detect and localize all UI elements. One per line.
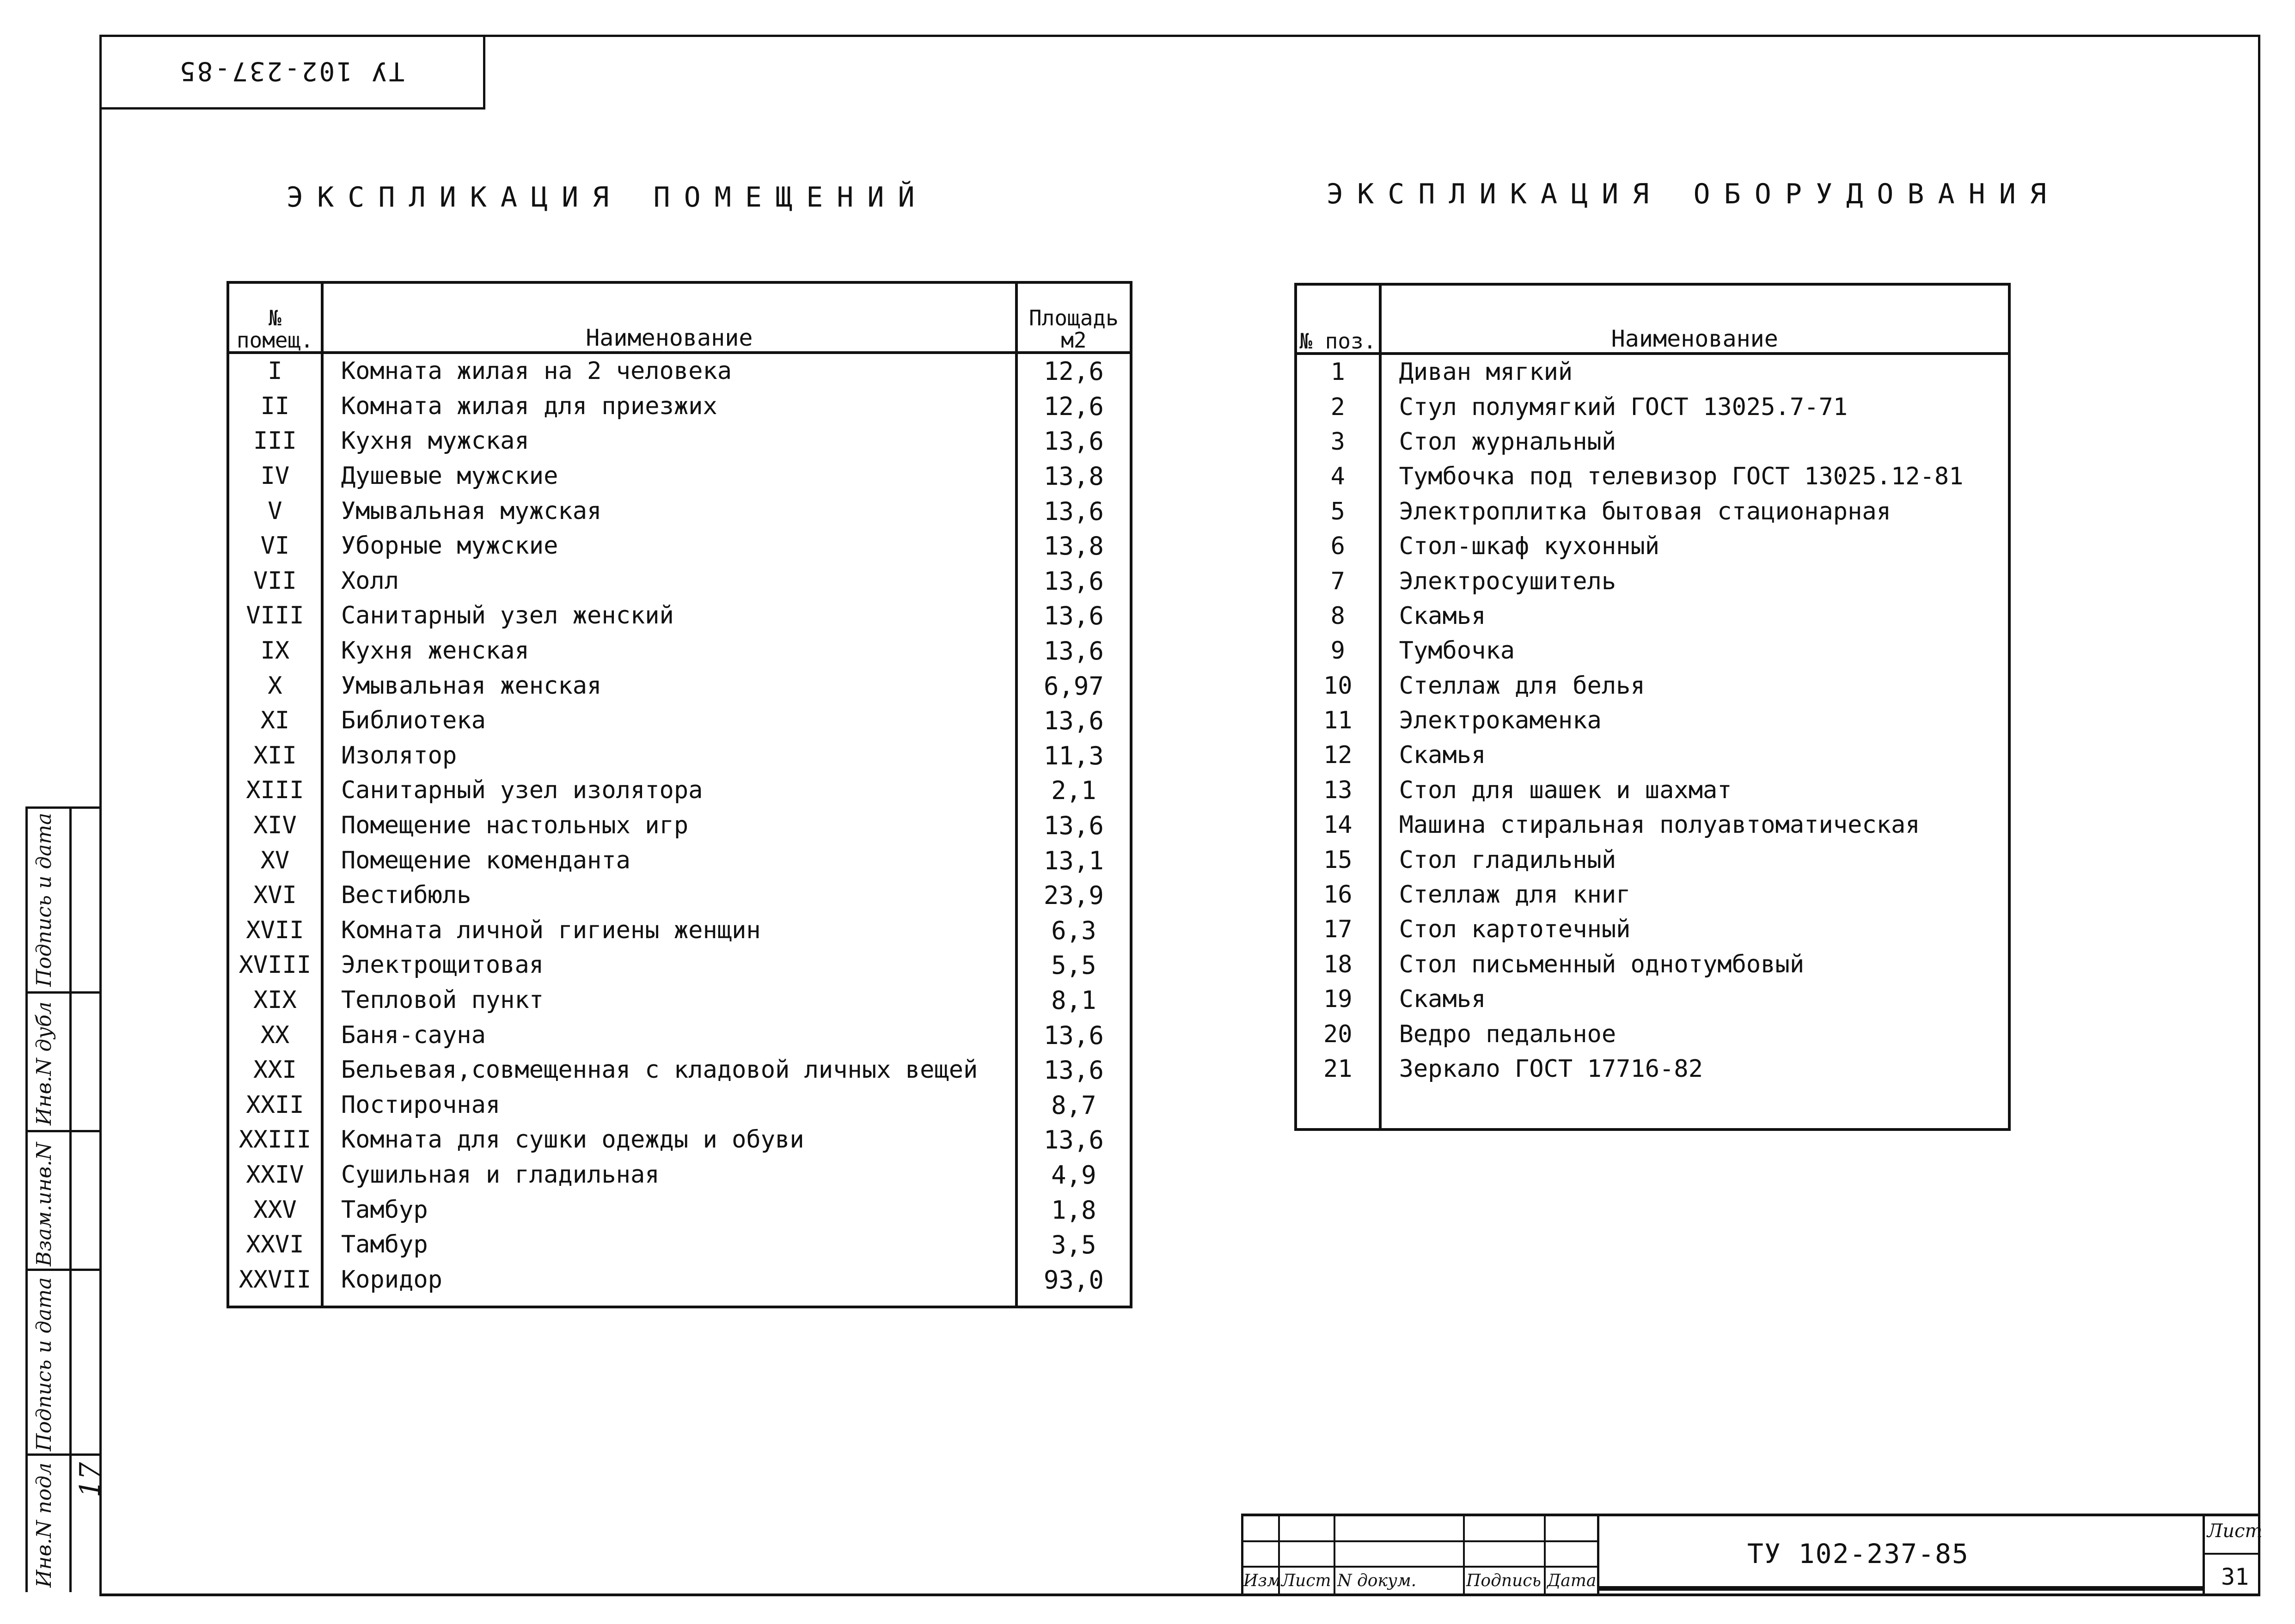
tb-col-line (1544, 1514, 1546, 1596)
equipment-row (1296, 1017, 2009, 1051)
sheet-label: Лист (2207, 1520, 2263, 1542)
equipment-cell-name: Стол письменный однотумбовый (1399, 950, 1805, 978)
rooms-cell-area: 13,6 (1016, 1123, 1131, 1158)
rooms-cell-area: 93,0 (1016, 1262, 1131, 1307)
rooms-cell-num: V (228, 494, 322, 529)
equipment-cell-num: 4 (1296, 459, 1380, 494)
equipment-cell-name: Электросушитель (1399, 567, 1616, 595)
rooms-header-area: Площадь м2 (1016, 282, 1131, 353)
rooms-row (228, 703, 1131, 739)
rooms-cell-area: 4,9 (1016, 1158, 1131, 1193)
strip-label: Инв.N подл (32, 1462, 56, 1587)
equipment-row (1296, 529, 2009, 564)
stamp-code: ТУ 102-237-85 (177, 56, 405, 86)
equipment-row (1296, 808, 2009, 843)
equipment-empty-row (1296, 1087, 2009, 1129)
strip-label: Инв.N дубл (32, 1001, 56, 1125)
equipment-empty-cell (1380, 1087, 2009, 1129)
strip-label: Взам.инв.N (32, 1142, 56, 1266)
rooms-cell-area: 13,6 (1016, 424, 1131, 459)
rooms-cell-area: 13,6 (1016, 808, 1131, 843)
rooms-cell-area: 2,1 (1016, 773, 1131, 808)
rooms-cell-name: Санитарный узел женский (341, 602, 674, 630)
equipment-cell-name: Стол-шкаф кухонный (1399, 532, 1660, 561)
rooms-cell-name: Умывальная женская (341, 672, 602, 700)
equipment-cell-name: Тумбочка под телевизор ГОСТ 13025.12-81 (1399, 463, 1964, 491)
rooms-cell-name: Комната для сушки одежды и обуви (341, 1126, 804, 1154)
rooms-row (228, 1262, 1131, 1307)
rooms-cell-num: XXV (228, 1192, 322, 1227)
top-stamp (99, 35, 485, 110)
rooms-cell-name: Комната жилая на 2 человека (341, 357, 732, 385)
rooms-table (226, 281, 1132, 1308)
rooms-cell-area: 13,6 (1016, 703, 1131, 739)
rooms-cell-name: Санитарный узел изолятора (341, 776, 703, 805)
equipment-cell-num: 20 (1296, 1017, 1380, 1051)
equipment-cell-name: Стол для шашек и шахмат (1399, 776, 1732, 804)
rooms-cell-num: XXIV (228, 1158, 322, 1193)
rooms-row (228, 1158, 1131, 1193)
rooms-cell-name: Коридор (341, 1265, 442, 1294)
rooms-cell-num: XIV (228, 808, 322, 843)
equipment-cell-num: 14 (1296, 808, 1380, 843)
rooms-row (228, 668, 1131, 703)
equipment-row (1296, 1052, 2009, 1087)
rooms-row (228, 1053, 1131, 1088)
equipment-cell-num: 19 (1296, 982, 1380, 1017)
equipment-row (1296, 843, 2009, 877)
equipment-cell-name: Диван мягкий (1399, 358, 1573, 386)
rooms-cell-area: 11,3 (1016, 739, 1131, 774)
equipment-cell-name: Скамья (1399, 985, 1486, 1013)
equipment-cell-name: Стул полумягкий ГОСТ 13025.7-71 (1399, 393, 1848, 421)
rooms-row (228, 459, 1131, 494)
rooms-cell-num: XVII (228, 913, 322, 948)
rooms-row (228, 424, 1131, 459)
rooms-cell-name: Тамбур (341, 1231, 428, 1259)
equipment-row (1296, 773, 2009, 808)
equipment-cell-name: Ведро педальное (1399, 1020, 1616, 1048)
strip-cell (28, 1456, 106, 1592)
tb-col-line (2203, 1514, 2205, 1596)
rooms-row (228, 1227, 1131, 1263)
tb-label-doc: N докум. (1337, 1571, 1417, 1590)
strip-divider (69, 806, 72, 1592)
rooms-row (228, 773, 1131, 808)
rooms-row (228, 1123, 1131, 1158)
rooms-cell-num: XXII (228, 1087, 322, 1123)
rooms-cell-num: IX (228, 634, 322, 669)
rooms-cell-num: X (228, 668, 322, 703)
rooms-cell-name: Библиотека (341, 707, 486, 735)
rooms-cell-num: II (228, 389, 322, 424)
strip-cell (28, 994, 102, 1132)
equipment-row (1296, 634, 2009, 668)
rooms-cell-num: VI (228, 529, 322, 564)
rooms-header-row (228, 282, 1131, 353)
tb-row-line (2203, 1553, 2260, 1555)
rooms-row (228, 1018, 1131, 1053)
equipment-cell-name: Стеллаж для книг (1399, 881, 1631, 909)
equipment-table (1294, 283, 2011, 1131)
rooms-cell-num: XVI (228, 878, 322, 913)
equipment-cell-num: 15 (1296, 843, 1380, 877)
rooms-cell-name: Комната жилая для приезжих (341, 392, 717, 420)
equipment-cell-name: Зеркало ГОСТ 17716-82 (1399, 1055, 1703, 1083)
rooms-cell-num: XXVI (228, 1227, 322, 1263)
rooms-cell-area: 13,6 (1016, 494, 1131, 529)
rooms-cell-name: Кухня женская (341, 637, 529, 665)
equipment-cell-num: 11 (1296, 703, 1380, 738)
equipment-row (1296, 912, 2009, 947)
rooms-row (228, 598, 1131, 634)
rooms-cell-name: Электрощитовая (341, 951, 544, 979)
rooms-cell-num: I (228, 353, 322, 389)
rooms-cell-name: Тепловой пункт (341, 986, 544, 1014)
rooms-row (228, 739, 1131, 774)
rooms-cell-area: 3,5 (1016, 1227, 1131, 1263)
equipment-cell-num: 16 (1296, 878, 1380, 912)
equipment-cell-num: 17 (1296, 912, 1380, 947)
strip-cell (28, 1132, 102, 1271)
rooms-cell-num: XI (228, 703, 322, 739)
rooms-header-num: № помещ. (228, 282, 322, 353)
rooms-row (228, 878, 1131, 913)
document-code: ТУ 102-237-85 (1747, 1538, 1969, 1569)
rooms-cell-area: 13,6 (1016, 1018, 1131, 1053)
rooms-cell-num: XIII (228, 773, 322, 808)
rooms-cell-area: 13,6 (1016, 1053, 1131, 1088)
equipment-cell-name: Тумбочка (1399, 637, 1515, 665)
equipment-row (1296, 738, 2009, 773)
equipment-header-row (1296, 284, 2009, 354)
margin-signature-strip (25, 806, 106, 1592)
rooms-cell-num: XXI (228, 1053, 322, 1088)
equipment-cell-num: 2 (1296, 390, 1380, 424)
rooms-cell-num: XVIII (228, 948, 322, 983)
equipment-cell-num: 1 (1296, 354, 1380, 390)
rooms-row (228, 843, 1131, 878)
rooms-cell-name: Уборные мужские (341, 532, 558, 560)
equipment-cell-num: 18 (1296, 947, 1380, 982)
rooms-cell-name: Вестибюль (341, 881, 471, 910)
rooms-cell-area: 13,6 (1016, 598, 1131, 634)
equipment-cell-num: 5 (1296, 495, 1380, 529)
rooms-row (228, 389, 1131, 424)
rooms-row (228, 948, 1131, 983)
equipment-cell-num: 7 (1296, 564, 1380, 598)
equipment-empty-cell (1296, 1087, 1380, 1129)
rooms-cell-name: Кухня мужская (341, 427, 529, 455)
equipment-cell-num: 10 (1296, 669, 1380, 703)
rooms-cell-name: Помещение коменданта (341, 846, 630, 874)
strip-label: Подпись и дата (32, 812, 56, 987)
equipment-cell-num: 8 (1296, 599, 1380, 634)
equipment-cell-num: 13 (1296, 773, 1380, 808)
equipment-row (1296, 390, 2009, 424)
tb-label-date: Дата (1547, 1571, 1597, 1590)
rooms-cell-area: 1,8 (1016, 1192, 1131, 1227)
rooms-row (228, 564, 1131, 599)
rooms-row (228, 353, 1131, 389)
rooms-cell-area: 12,6 (1016, 353, 1131, 389)
equipment-row (1296, 425, 2009, 459)
rooms-cell-num: XV (228, 843, 322, 878)
equipment-cell-num: 9 (1296, 634, 1380, 668)
rooms-cell-name: Комната личной гигиены женщин (341, 916, 761, 944)
rooms-cell-name: Помещение настольных игр (341, 812, 689, 840)
tb-thick-rule (1597, 1586, 2203, 1591)
rooms-row (228, 1087, 1131, 1123)
rooms-row (228, 494, 1131, 529)
rooms-cell-num: IV (228, 459, 322, 494)
equipment-cell-name: Машина стиральная полуавтоматическая (1399, 811, 1920, 839)
rooms-cell-area: 12,6 (1016, 389, 1131, 424)
rooms-cell-name: Умывальная мужская (341, 497, 602, 525)
equipment-header-num: № поз. (1296, 284, 1380, 354)
equipment-title: ЭКСПЛИКАЦИЯ ОБОРУДОВАНИЯ (1327, 178, 2060, 210)
equipment-row (1296, 459, 2009, 494)
rooms-cell-num: VII (228, 564, 322, 599)
rooms-cell-num: VIII (228, 598, 322, 634)
rooms-cell-name: Бельевая,совмещенная с кладовой личных вещей (341, 1056, 978, 1084)
equipment-cell-num: 3 (1296, 425, 1380, 459)
equipment-cell-name: Электроплитка бытовая стационарная (1399, 497, 1891, 525)
equipment-cell-name: Электрокаменка (1399, 707, 1602, 735)
rooms-cell-area: 13,6 (1016, 634, 1131, 669)
equipment-cell-name: Скамья (1399, 741, 1486, 769)
inv-number: 17 (74, 1462, 106, 1497)
tb-label-list: Лист (1281, 1571, 1331, 1590)
equipment-row (1296, 982, 2009, 1017)
rooms-cell-num: XIX (228, 983, 322, 1018)
equipment-row (1296, 947, 2009, 982)
equipment-cell-name: Скамья (1399, 602, 1486, 630)
tb-label-sign: Подпись (1466, 1571, 1542, 1590)
rooms-cell-name: Постирочная (341, 1091, 501, 1119)
equipment-header-name: Наименование (1380, 284, 2009, 354)
rooms-cell-name: Холл (341, 567, 399, 595)
strip-cell (28, 809, 102, 994)
rooms-cell-num: XXIII (228, 1123, 322, 1158)
sheet-number: 31 (2221, 1563, 2249, 1590)
rooms-cell-num: XXVII (228, 1262, 322, 1307)
rooms-cell-name: Тамбур (341, 1196, 428, 1224)
rooms-cell-area: 13,8 (1016, 459, 1131, 494)
equipment-cell-name: Стол картотечный (1399, 916, 1631, 944)
equipment-cell-name: Стеллаж для белья (1399, 672, 1645, 700)
equipment-row (1296, 703, 2009, 738)
rooms-row (228, 808, 1131, 843)
equipment-row (1296, 564, 2009, 598)
rooms-cell-area: 23,9 (1016, 878, 1131, 913)
rooms-cell-area: 13,1 (1016, 843, 1131, 878)
rooms-title: ЭКСПЛИКАЦИЯ ПОМЕЩЕНИЙ (287, 181, 929, 214)
tb-col-line (1463, 1514, 1465, 1596)
rooms-row (228, 634, 1131, 669)
rooms-cell-num: XX (228, 1018, 322, 1053)
rooms-cell-area: 5,5 (1016, 948, 1131, 983)
equipment-row (1296, 669, 2009, 703)
strip-label: Подпись и дата (32, 1277, 56, 1451)
equipment-row (1296, 878, 2009, 912)
rooms-row (228, 1192, 1131, 1227)
rooms-row (228, 983, 1131, 1018)
rooms-cell-area: 6,3 (1016, 913, 1131, 948)
equipment-cell-num: 21 (1296, 1052, 1380, 1087)
rooms-cell-area: 13,6 (1016, 564, 1131, 599)
rooms-cell-area: 8,1 (1016, 983, 1131, 1018)
tb-label-izm: Изм (1243, 1571, 1281, 1590)
rooms-row (228, 529, 1131, 564)
equipment-cell-num: 12 (1296, 738, 1380, 773)
rooms-cell-area: 6,97 (1016, 668, 1131, 703)
equipment-row (1296, 599, 2009, 634)
equipment-cell-name: Стол гладильный (1399, 846, 1616, 874)
strip-cell (28, 1271, 102, 1456)
rooms-cell-area: 13,8 (1016, 529, 1131, 564)
rooms-cell-num: III (228, 424, 322, 459)
equipment-row (1296, 354, 2009, 390)
rooms-row (228, 913, 1131, 948)
equipment-row (1296, 495, 2009, 529)
rooms-header-name: Наименование (322, 282, 1016, 353)
equipment-cell-name: Стол журнальный (1399, 427, 1616, 456)
tb-col-line (1597, 1514, 1599, 1596)
rooms-cell-name: Изолятор (341, 741, 457, 769)
tb-col-line (1334, 1514, 1335, 1596)
rooms-cell-name: Баня-сауна (341, 1021, 486, 1049)
equipment-cell-num: 6 (1296, 529, 1380, 564)
rooms-cell-name: Сушильная и гладильная (341, 1160, 660, 1189)
rooms-cell-name: Душевые мужские (341, 462, 558, 490)
rooms-cell-area: 8,7 (1016, 1087, 1131, 1123)
rooms-cell-num: XII (228, 739, 322, 774)
